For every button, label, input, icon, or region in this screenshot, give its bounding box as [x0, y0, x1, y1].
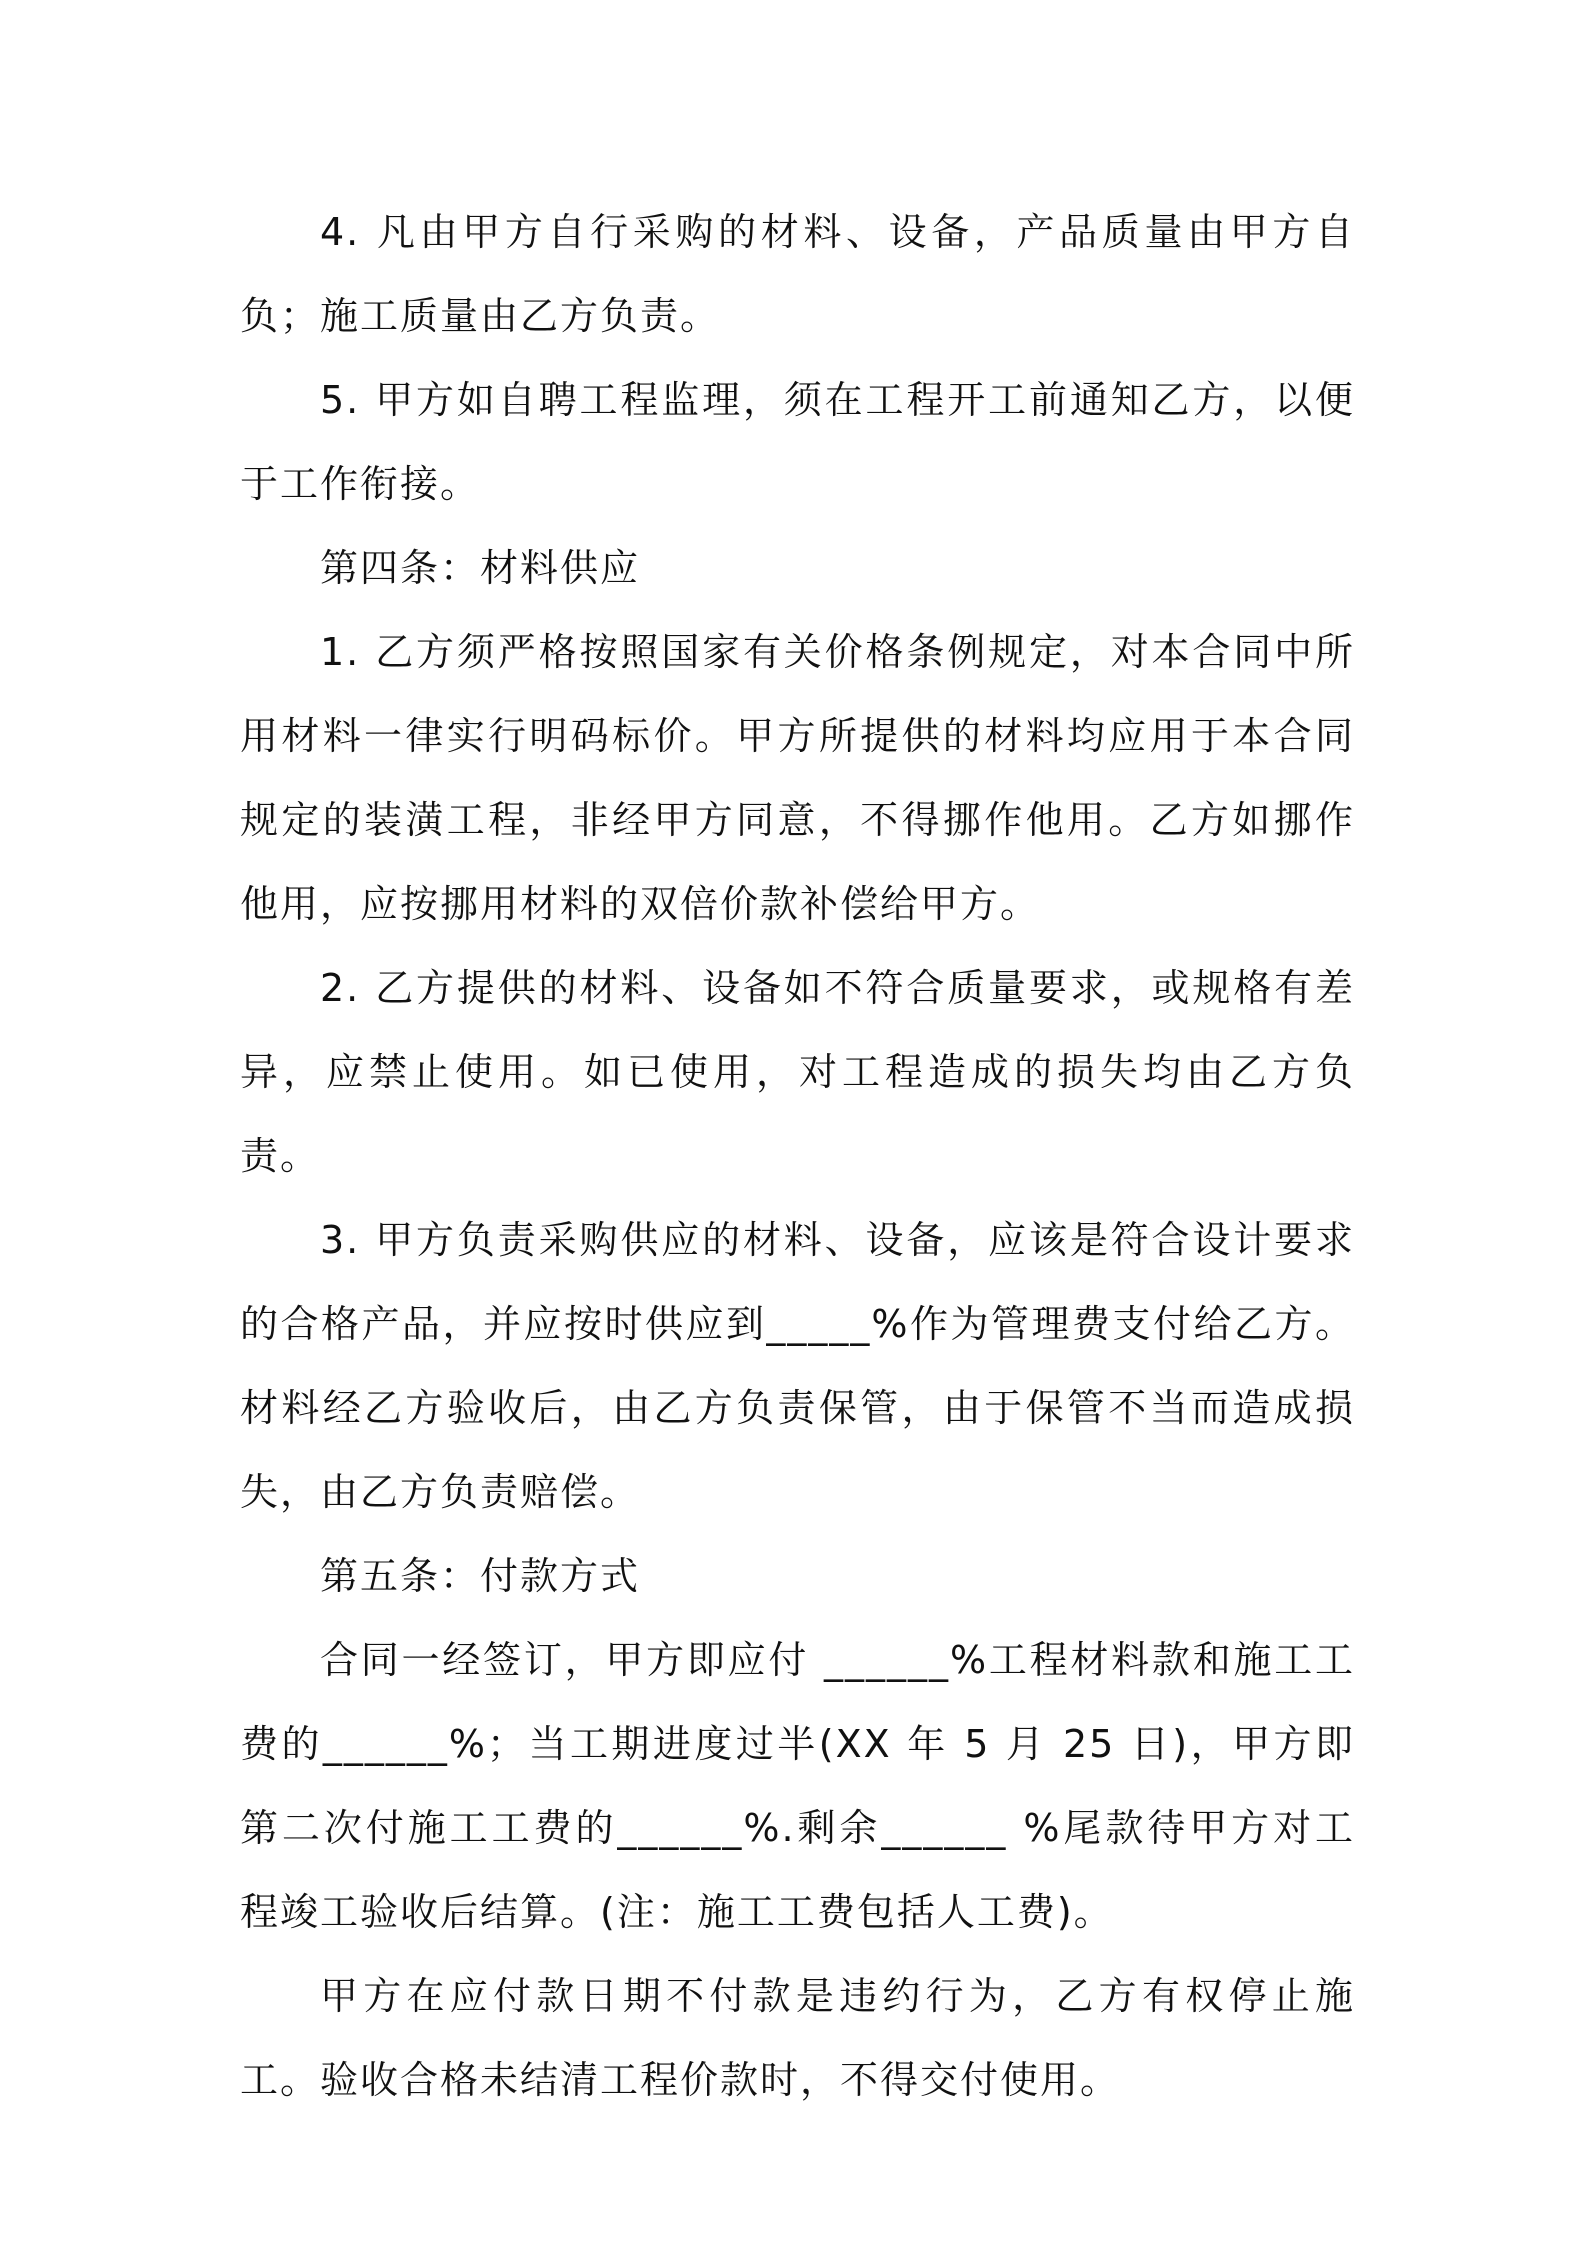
late-payment-paragraph: 甲方在应付款日期不付款是违约行为，乙方有权停止施工。验收合格未结清工程价款时，不得交付使用。	[240, 1974, 1355, 2102]
clause-3-item-4: 4. 凡由甲方自行采购的材料、设备，产品质量由甲方自负；施工质量由乙方负责。	[240, 210, 1355, 338]
section-heading-article-5: 第五条：付款方式	[320, 1554, 641, 1598]
payment-terms-paragraph: 合同一经签订，甲方即应付 ______%工程材料款和施工工费的______%；当工期进度过半(XX 年 5 月 25 日)，甲方即第二次付施工工费的______%.剩余______ %尾款待甲方对工程竣工验收后结算。(注：施工工费包括人工费)。	[240, 1638, 1355, 1934]
clause-4-item-1: 1. 乙方须严格按照国家有关价格条例规定，对本合同中所用材料一律实行明码标价。甲方所提供的材料均应用于本合同规定的装潢工程，非经甲方同意，不得挪作他用。乙方如挪作他用，应按挪用材料的双倍价款补偿给甲方。	[240, 630, 1355, 926]
clause-4-item-3: 3. 甲方负责采购供应的材料、设备，应该是符合设计要求的合格产品，并应按时供应到_____%作为管理费支付给乙方。材料经乙方验收后，由乙方负责保管，由于保管不当而造成损失，由乙方负责赔偿。	[240, 1218, 1355, 1514]
clause-3-item-5: 5. 甲方如自聘工程监理，须在工程开工前通知乙方，以便于工作衔接。	[240, 378, 1355, 506]
clause-4-item-2: 2. 乙方提供的材料、设备如不符合质量要求，或规格有差异，应禁止使用。如已使用，对工程造成的损失均由乙方负责。	[240, 966, 1355, 1178]
document-body	[240, 190, 1355, 2122]
section-heading-article-4: 第四条：材料供应	[320, 546, 641, 590]
